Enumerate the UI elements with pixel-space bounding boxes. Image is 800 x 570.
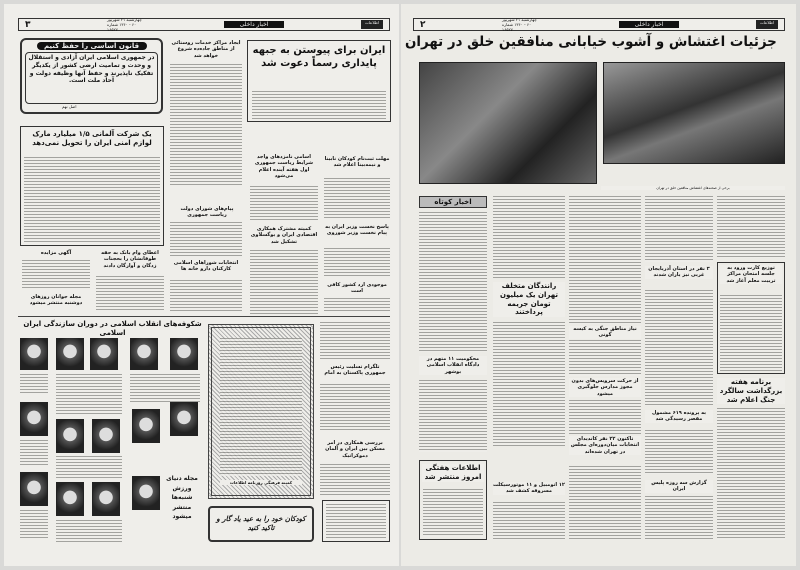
article-body-text — [493, 196, 565, 278]
child-portrait-photo — [20, 336, 48, 370]
candidates-headline: اسامی نامزدهای واجد شرایط ریاست جمهوری اول هفته آینده اعلام می‌شود — [250, 154, 318, 179]
court-headline: محکومیت ۱۱ متهم در دادگاه انقلاب اسلامی بوشهر — [419, 356, 487, 375]
article-body-text — [423, 489, 483, 537]
page-number: ۳ — [25, 19, 31, 30]
blossoms-headline: شکوفه‌های انقلاب اسلامی در دوران سازندگی ایران اسلامی — [20, 320, 205, 338]
ettelaat-weekly-box — [419, 460, 487, 540]
article-body-text — [645, 496, 713, 540]
left-page-3 — [4, 4, 399, 566]
article-body-text — [324, 178, 390, 220]
crowd-photo — [603, 62, 785, 164]
council-message-headline: پیام‌های شورای دولت ریاست جمهوری — [176, 206, 238, 219]
sport-magazine: مجله دنیای ورزش شنبه‌ها منتشر میشود — [164, 474, 200, 522]
article-body-text — [170, 280, 242, 312]
photo-caption: برخی از صحنه‌های اغتشاش منافقین خلق در تهران — [601, 186, 785, 190]
divider — [18, 316, 390, 317]
article-body-text — [324, 298, 390, 312]
cars-headline: ۱۲ اتومبیل و ۱۱ موتورسیکلت مسروقه کشف شد — [493, 482, 565, 495]
newspaper-logo: اطلاعات — [361, 20, 383, 29]
pakistan-headline: تلگرام تسلیت رئیس جمهوری پاکستان به امام — [320, 364, 390, 377]
calligraphy-ad — [208, 506, 314, 542]
article-body-text — [252, 91, 386, 119]
article-body-text — [717, 196, 785, 258]
cards-story — [717, 262, 785, 374]
article-body-text — [326, 504, 386, 538]
article-body-text — [645, 430, 713, 474]
youth-magazine: مجله جوانان روزهای دوشنبه منتشر میشود — [22, 294, 90, 307]
article-body-text — [320, 384, 390, 432]
child-portrait-photo — [130, 336, 158, 370]
cards-headline: توزیع کارت ورود به جلسه امتحان مراکز تربیت معلم آغاز شد — [720, 265, 782, 284]
newspaper-logo: اطلاعات — [756, 20, 778, 29]
short-news-title-box — [419, 196, 487, 208]
article-body-text — [56, 374, 122, 414]
week-headline: برنامه هفته بزرگداشت سالگرد جنگ اعلام شد — [717, 378, 785, 404]
article-body-text — [493, 322, 565, 446]
war-zones-headline: نیاز مناطق جنگی به کیسه گونی — [569, 326, 641, 339]
files-headline: به پرونده ۶۱۹ مشمول مقصر رسیدگی شد — [645, 410, 713, 423]
page-header — [413, 18, 785, 31]
drivers-headline: رانندگان متخلف تهران یک میلیون تومان جریمه پرداختند — [493, 282, 565, 317]
lead-story — [247, 40, 391, 122]
child-portrait-photo — [170, 336, 198, 370]
constitution-box — [20, 38, 163, 114]
services-headline: از حرکت سرویس‌های بدون مجوز مدارس جلوگیری میشود — [569, 378, 641, 397]
constitution-signature: اصل نهم — [62, 104, 77, 109]
article-body-text — [717, 408, 785, 540]
article-body-text — [419, 380, 487, 452]
article-body-text — [320, 322, 390, 360]
constitution-title: قانون اساسی را حفظ کنیم — [37, 42, 147, 50]
child-portrait-photo — [56, 419, 84, 453]
candidates-headline: تاکنون ۲۲ نفر کاندیدای انتخابات میان‌دوره‌ای مجلس در تهران شده‌اند — [570, 436, 640, 455]
street-riot-photo — [419, 62, 597, 184]
child-portrait-photo — [170, 402, 198, 436]
calligraphy-text: کودکان خود را به عید یاد گار و تاکید کنید — [213, 515, 309, 533]
article-body-text — [569, 340, 641, 376]
issue-date: چهارشنبه ۲۱ شهریور ۶۰ - ۱۳۶۰ شماره ۱۶۵۲۷ — [502, 17, 537, 32]
child-portrait-photo — [92, 419, 120, 453]
child-portrait-photo — [20, 472, 48, 506]
article-body-text — [22, 260, 90, 288]
article-body-text — [56, 520, 122, 542]
article-body-text — [20, 374, 48, 394]
article-body-text — [493, 502, 565, 540]
short-news-title: اخبار کوتاه — [434, 198, 472, 206]
framed-notice — [208, 324, 314, 499]
flood-headline: اعطای وام بانک به حقه طوفانشان را بحجنات زدگان و آوارگان دادند — [96, 250, 164, 269]
page-number: ۲ — [420, 19, 426, 30]
right-page-2 — [401, 4, 796, 566]
article-body-text — [324, 248, 390, 278]
article-body-text — [645, 290, 713, 406]
issue-date: چهارشنبه ۲۱ شهریور ۶۰ - ۱۳۶۰ شماره ۱۶۵۲۷ — [107, 17, 142, 32]
article-body-text — [56, 456, 122, 478]
child-portrait-photo — [92, 482, 120, 516]
article-body-text — [170, 64, 242, 186]
section-label: اخبار داخلی — [224, 21, 285, 28]
article-body-text — [220, 338, 302, 476]
article-body-text — [170, 222, 242, 256]
article-body-text — [24, 157, 160, 243]
article-body-text — [645, 196, 713, 262]
article-body-text — [20, 510, 48, 540]
article-body-text — [569, 400, 641, 434]
reply-headline: پاسخ نخست وزیر ایران به پیام نخست وزیر شوروی — [325, 224, 389, 237]
article-body-text — [20, 440, 48, 466]
child-portrait-photo — [56, 482, 84, 516]
article-body-text — [130, 374, 200, 402]
commission-headline: کمیته مشترک همکاری اقتصادی ایران و یوگسلاوی تشکیل شد — [250, 226, 318, 245]
page-header — [18, 18, 390, 31]
article-body-text — [250, 250, 318, 314]
article-body-text — [569, 196, 641, 324]
auction-headline: آگهی مزایده — [22, 250, 90, 256]
child-portrait-photo — [20, 402, 48, 436]
blind-children-headline: مهلت ثبت‌نام کودکان نابینا و نیمه‌بینا اعلام شد — [324, 156, 390, 169]
stocks-headline: موجودی ارد کشور کافی است — [324, 282, 390, 295]
small-notice-box — [322, 500, 390, 542]
article-body-text — [96, 276, 164, 312]
child-portrait-photo — [56, 336, 84, 370]
article-body-text — [320, 464, 390, 496]
ettelaat-weekly: اطلاعات هفتگی امروز منتشر شد — [422, 464, 484, 482]
main-headline: جزئیات اغتشاش و آشوب خیابانی منافقین خلق در تهران — [405, 34, 777, 50]
child-portrait-photo — [132, 476, 160, 510]
arrests-headline: ۳ نفر در استان آذربایجان غربی نیز یاران شدند — [645, 266, 713, 279]
article-body-text — [569, 466, 641, 540]
child-portrait-photo — [132, 409, 160, 443]
cooperation-headline: بررسی همکاری در امر مسکن بین ایران و آلمان دموکراتیک — [320, 440, 390, 459]
article-body-text — [720, 295, 782, 371]
article-body-text — [250, 186, 318, 222]
police-headline: گزارش سه روزه پلیس ایران — [645, 480, 713, 493]
framed-notice-signature: کمیته فرهنگی روزنامه اطلاعات — [220, 480, 302, 485]
elections-headline: انتخابات شوراهای اسلامی کارکنان دارو خانه ها — [170, 260, 242, 273]
rural-headline: ایجاد مراکز خدمات روستائی از مناطق جاده‌ده شروع خواهد شد — [171, 40, 241, 59]
german-company-story — [20, 126, 164, 246]
child-portrait-photo — [90, 336, 118, 370]
section-label: اخبار داخلی — [619, 21, 680, 28]
article-body-text — [419, 212, 487, 352]
german-headline: یک شرکت آلمانی ۱/۵ میلیارد مارک لوازم امنی ایران را تحویل نمی‌دهد — [24, 130, 160, 148]
constitution-body: در جمهوری اسلامی ایران آزادی و استقلال و وحدت و تمامیت ارضی کشور از یکدیگر تفکیک ناپذیرند و حفظ آنها وظیفه دولت و آحاد ملت است. — [25, 52, 158, 104]
lead-headline: ایران برای پیوستن به جبهه پایداری رسماً دعوت شد — [252, 45, 386, 69]
